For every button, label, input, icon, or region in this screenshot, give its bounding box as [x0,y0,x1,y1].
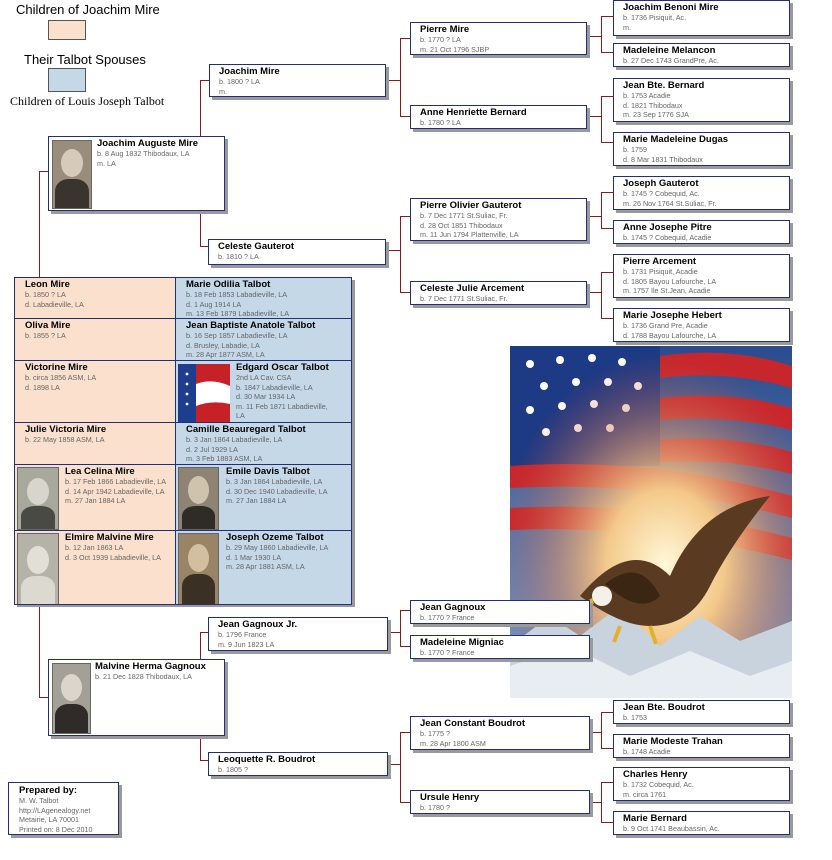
connector-line [601,192,613,193]
legend-children-label: Children of Joachim Mire [16,2,160,17]
spouse-cell-marie-odilia[interactable] [175,277,352,319]
person-detail: d. 8 Mar 1831 Thibodaux [623,154,703,164]
person-name: Marie Josephe Hebert [623,310,722,321]
connector-line [400,802,410,803]
spouse-detail: m. 11 Feb 1871 Labadieville, [236,401,328,411]
person-name: Jean Bte. Boudrot [623,702,705,713]
confederate-flag-icon [178,364,230,422]
person-detail: m. 28 Apr 1800 ASM [420,738,486,748]
person-box-madeleine-melancon[interactable] [613,43,790,67]
spouse-detail: b. 3 Jan 1864 Labadieville, LA [186,435,283,444]
spouse-detail: d. Brusley, Labadie, LA [186,340,260,350]
person-box-jean-constant[interactable] [410,716,590,750]
connector-line [601,192,602,228]
connector-line [400,646,410,647]
person-name: Pierre Mire [420,24,470,35]
connector-line [587,36,601,37]
connector-line [601,16,613,17]
person-name: Jean Gagnoux Jr. [218,619,298,630]
person-box-joachim-mire[interactable] [209,64,386,97]
prepared-by-box [8,782,119,835]
printed-date: Printed on: 8 Dec 2010 [19,824,93,834]
spouse-name: Camille Beauregard Talbot [186,424,306,435]
child-detail: b. circa 1856 ASM, LA [25,373,97,382]
person-detail: b. 1800 ? LA [219,77,260,86]
connector-line [587,216,601,217]
person-name: Anne Josephe Pitre [623,222,712,233]
person-box-jean-bte-boudrot[interactable] [613,700,790,724]
person-detail: d. 28 Oct 1851 Thibodaux [420,220,503,230]
person-name: Jean Bte. Bernard [623,80,705,91]
connector-line [400,610,401,646]
spouse-cell-emile-davis[interactable] [175,464,352,531]
person-name: Celeste Gauterot [218,241,295,252]
person-detail: d. 1821 Thibodaux [623,100,683,110]
spouse-detail: d. 1 Aug 1914 LA [186,299,242,309]
person-box-marie-madeleine-dugas[interactable] [613,132,790,166]
spouse-name: Jean Baptiste Anatole Talbot [186,320,316,331]
spouse-cell-camille-beauregard[interactable] [175,422,352,465]
spouse-cell-edgard-oscar[interactable] [175,360,352,423]
person-name: Joachim Auguste Mire [97,138,199,149]
connector-line [601,318,613,319]
person-detail: b. 1753 Acadie [623,91,671,100]
connector-line [200,632,208,633]
person-name: Pierre Arcement [623,256,697,267]
person-detail: m. [623,22,631,32]
spouse-detail: m. 28 Apr 1881 ASM, LA [226,562,305,571]
person-detail: m. 11 Jun 1794 Plattenville, LA [420,230,519,239]
person-detail: b. 1775 ? [420,729,450,738]
person-detail: b. 1780 ? LA [420,118,461,127]
child-name: Julie Victoria Mire [25,424,107,435]
connector-line [200,80,209,81]
person-detail: m. [219,86,227,96]
child-cell-leon-mire[interactable] [14,277,176,319]
child-cell-oliva-mire[interactable] [14,318,176,361]
spouse-detail: d. 30 Dec 1940 Labadieville, LA [226,486,328,496]
connector-line [388,632,400,633]
connector-line [400,292,410,293]
connector-line [400,610,410,611]
child-detail: b. 17 Feb 1866 Labadieville, LA [65,477,167,486]
person-detail: b. 1732 Cobequid, Ac. [623,780,694,789]
spouse-detail: b. 16 Sep 1857 Labadieville, LA [186,331,288,340]
person-box-charles-henry[interactable] [613,767,790,801]
child-cell-lea-celina[interactable] [14,464,176,531]
person-box-celeste-gauterot[interactable] [208,239,386,265]
person-detail: d. 1788 Bayou Lafourche, LA [623,330,717,340]
person-box-jean-bte-bernard[interactable] [613,78,790,122]
person-box-pierre-mire[interactable] [410,22,587,55]
spouse-detail: m. 27 Jan 1884 LA [226,496,287,505]
connector-line [388,764,400,765]
child-detail: d. 3 Oct 1939 Labadieville, LA [65,552,161,562]
legend-child-swatch [48,20,86,40]
connector-line [386,80,400,81]
person-detail: m. 1757 Ile St.Jean, Acadie [623,286,711,295]
person-box-jean-gagnoux[interactable] [410,600,590,624]
person-detail: m. 21 Oct 1796 SJBP [420,44,490,54]
portrait-photo-icon [52,663,91,734]
person-detail: b. 1780 ? [420,803,450,812]
child-detail: d. Labadieville, LA [25,299,84,309]
person-detail: b. 1796 France [218,630,267,639]
person-box-jean-gagnoux-jr[interactable] [208,617,388,651]
preparer-name: M. W. Talbot [19,796,59,805]
portrait-photo-icon [178,467,219,530]
person-name: Malvine Herma Gagnoux [95,661,206,672]
person-name: Charles Henry [623,769,688,780]
child-detail: m. 27 Jan 1884 LA [65,496,126,505]
connector-line [601,712,602,748]
connector-line [400,216,401,292]
legend-spouses-label: Their Talbot Spouses [24,52,146,67]
connector-line [400,732,410,733]
person-detail: b. 9 Oct 1741 Beaubassin, Ac. [623,824,720,833]
person-name: Joachim Benoni Mire [623,2,719,13]
child-detail: d. 1898 LA [25,382,60,392]
person-detail: b. 8 Aug 1832 Thibodaux, LA [97,149,190,158]
portrait-photo-icon [52,140,92,209]
connector-line [601,272,613,273]
person-box-ursule-henry[interactable] [410,790,590,814]
child-name: Elmire Malvine Mire [65,532,154,543]
child-cell-elmire-malvine[interactable] [14,530,176,605]
person-box-celeste-julie[interactable] [410,281,587,305]
person-name: Marie Modeste Trahan [623,736,723,747]
person-name: Celeste Julie Arcement [420,283,525,294]
person-detail: b. 1805 ? [218,765,248,774]
spouse-cell-joseph-ozeme[interactable] [175,530,352,605]
connector-line [601,782,602,822]
spouse-detail: b. 3 Jan 1864 Labadieville, LA [226,477,323,486]
person-detail: b. 1736 Grand Pre, Acadie [623,321,708,330]
spouse-detail: d. 30 Mar 1934 LA [236,392,296,401]
person-box-pierre-olivier[interactable] [410,198,587,241]
person-name: Madeleine Melancon [623,45,716,56]
person-detail: b. 1770 ? France [420,648,475,657]
person-detail: m. 26 Nov 1764 St.Suliac, Fr. [623,198,717,208]
person-box-malvine-herma[interactable] [48,659,225,736]
person-box-joachim-benoni[interactable] [613,0,790,36]
connector-line [590,802,601,803]
child-detail: b. 12 Jan 1863 LA [65,543,124,552]
person-box-joachim-auguste[interactable] [48,136,225,211]
person-name: Marie Bernard [623,813,687,824]
person-detail: b. 1770 ? France [420,613,475,622]
connector-line [601,16,602,52]
person-name: Madeleine Migniac [420,637,504,648]
person-detail: m. 23 Sep 1776 SJA [623,110,689,119]
connector-line [601,228,613,229]
connector-line [587,292,601,293]
person-name: Ursule Henry [420,792,480,803]
spouse-name: Joseph Ozeme Talbot [226,532,324,543]
person-box-anne-josephe-pitre[interactable] [613,220,790,244]
connector-line [601,748,613,749]
spouse-detail: m. 13 Feb 1879 Labadieville, LA [186,309,290,318]
person-detail: m. circa 1761 [623,789,667,799]
person-detail: d. 1805 Bayou Lafourche, LA [623,276,717,286]
connector-line [587,116,601,117]
person-detail: b. 7 Dec 1771 St.Suliac, Fr. [420,294,508,303]
person-name: Jean Constant Boudrot [420,718,526,729]
connector-line [200,246,208,247]
person-detail: b. 1770 ? LA [420,35,461,44]
person-name: Leoquette R. Boudrot [218,754,316,765]
connector-line [601,96,613,97]
connector-line [400,216,410,217]
connector-line [39,171,40,277]
preparer-website[interactable]: http://LAgenealogy.net [19,805,91,815]
spouse-detail: 2nd LA Cav. CSA [236,373,292,382]
person-box-marie-josephe-hebert[interactable] [613,308,790,342]
person-detail: b. 7 Dec 1771 St.Suliac, Fr. [420,211,508,220]
connector-line [590,732,601,733]
person-detail: b. 1731 Pisiquit, Acadie [623,267,698,276]
connector-line [601,712,613,713]
person-detail: b. 1748 Acadie [623,747,671,756]
spouse-name: Edgard Oscar Talbot [236,362,329,373]
person-name: Jean Gagnoux [420,602,486,613]
person-name: Joseph Gauterot [623,178,699,189]
portrait-photo-icon [178,533,219,605]
child-name: Oliva Mire [25,320,71,331]
spouse-detail: b. 1847 Labadieville, LA [236,382,313,392]
portrait-photo-icon [17,467,59,530]
person-detail: m. 9 Jun 1823 LA [218,639,275,649]
connector-line [400,732,401,802]
connector-line [601,272,602,318]
spouse-detail: m. 28 Apr 1877 ASM, LA [186,350,265,359]
child-detail: d. 14 Apr 1942 Labadieville, LA [65,486,165,496]
person-name: Pierre Olivier Gauterot [420,200,522,211]
connector-line [200,760,208,761]
child-detail: b. 22 May 1858 ASM, LA [25,435,105,444]
preparer-location: Metairie, LA 70001 [19,815,79,824]
person-box-anne-henriette[interactable] [410,105,587,129]
person-detail: b. 1810 ? LA [218,252,259,261]
person-detail: b. 1736 Pisiquit, Ac. [623,13,687,22]
spouse-name: Marie Odilia Talbot [186,279,271,290]
child-name: Victorine Mire [25,362,88,373]
connector-line [386,250,400,251]
person-box-marie-modeste[interactable] [613,734,790,758]
person-detail: b. 21 Dec 1828 Thibodaux, LA [95,672,192,681]
person-box-leoquette[interactable] [208,752,388,776]
child-name: Leon Mire [25,279,70,290]
connector-line [601,142,613,143]
child-cell-julie-victoria[interactable] [14,422,176,465]
person-detail: b. 1753 [623,713,647,722]
child-detail: b. 1850 ? LA [25,290,66,299]
spouse-detail: b. 29 May 1860 Labadieville, LA [226,543,329,552]
connector-line [400,116,410,117]
connector-line [400,38,410,39]
connector-line [400,38,401,116]
person-box-joseph-gauterot[interactable] [613,176,790,210]
spouse-detail: d. 2 Jul 1929 LA [186,444,238,454]
spouse-detail: LA [236,411,245,420]
connector-line [39,605,40,697]
person-name: Marie Madeleine Dugas [623,134,729,145]
person-detail: b. 1745 ? Cobequid, Ac. [623,189,700,198]
person-detail: m. LA [97,158,116,168]
person-name: Joachim Mire [219,66,280,77]
person-detail: b. 27 Dec 1743 GrandPre, Ac. [623,56,719,65]
spouse-cell-jean-baptiste-anatole[interactable] [175,318,352,361]
person-box-pierre-arcement[interactable] [613,254,790,298]
spouse-detail: b. 18 Feb 1853 Labadieville, LA [186,290,288,299]
connector-line [601,822,613,823]
spouse-name: Emile Davis Talbot [226,466,310,477]
child-detail: b. 1855 ? LA [25,331,66,340]
person-detail: b. 1745 ? Cobequid, Acadie [623,233,712,242]
connector-line [601,52,613,53]
connector-line [601,96,602,142]
portrait-photo-icon [17,533,59,605]
person-box-marie-bernard[interactable] [613,811,790,835]
connector-line [601,782,613,783]
person-name: Anne Henriette Bernard [420,107,527,118]
prepared-by-title: Prepared by: [19,785,78,796]
legend-talbot-label: Children of Louis Joseph Talbot [10,94,165,108]
child-name: Lea Celina Mire [65,466,135,477]
spouse-detail: d. 1 Mar 1930 LA [226,552,282,562]
child-cell-victorine-mire[interactable] [14,360,176,423]
person-box-madeleine-migniac[interactable] [410,635,590,659]
person-detail: b. 1759 [623,145,647,154]
legend-spouse-swatch [48,68,86,92]
spouse-detail: m. 3 Feb 1883 ASM, LA [186,454,263,463]
